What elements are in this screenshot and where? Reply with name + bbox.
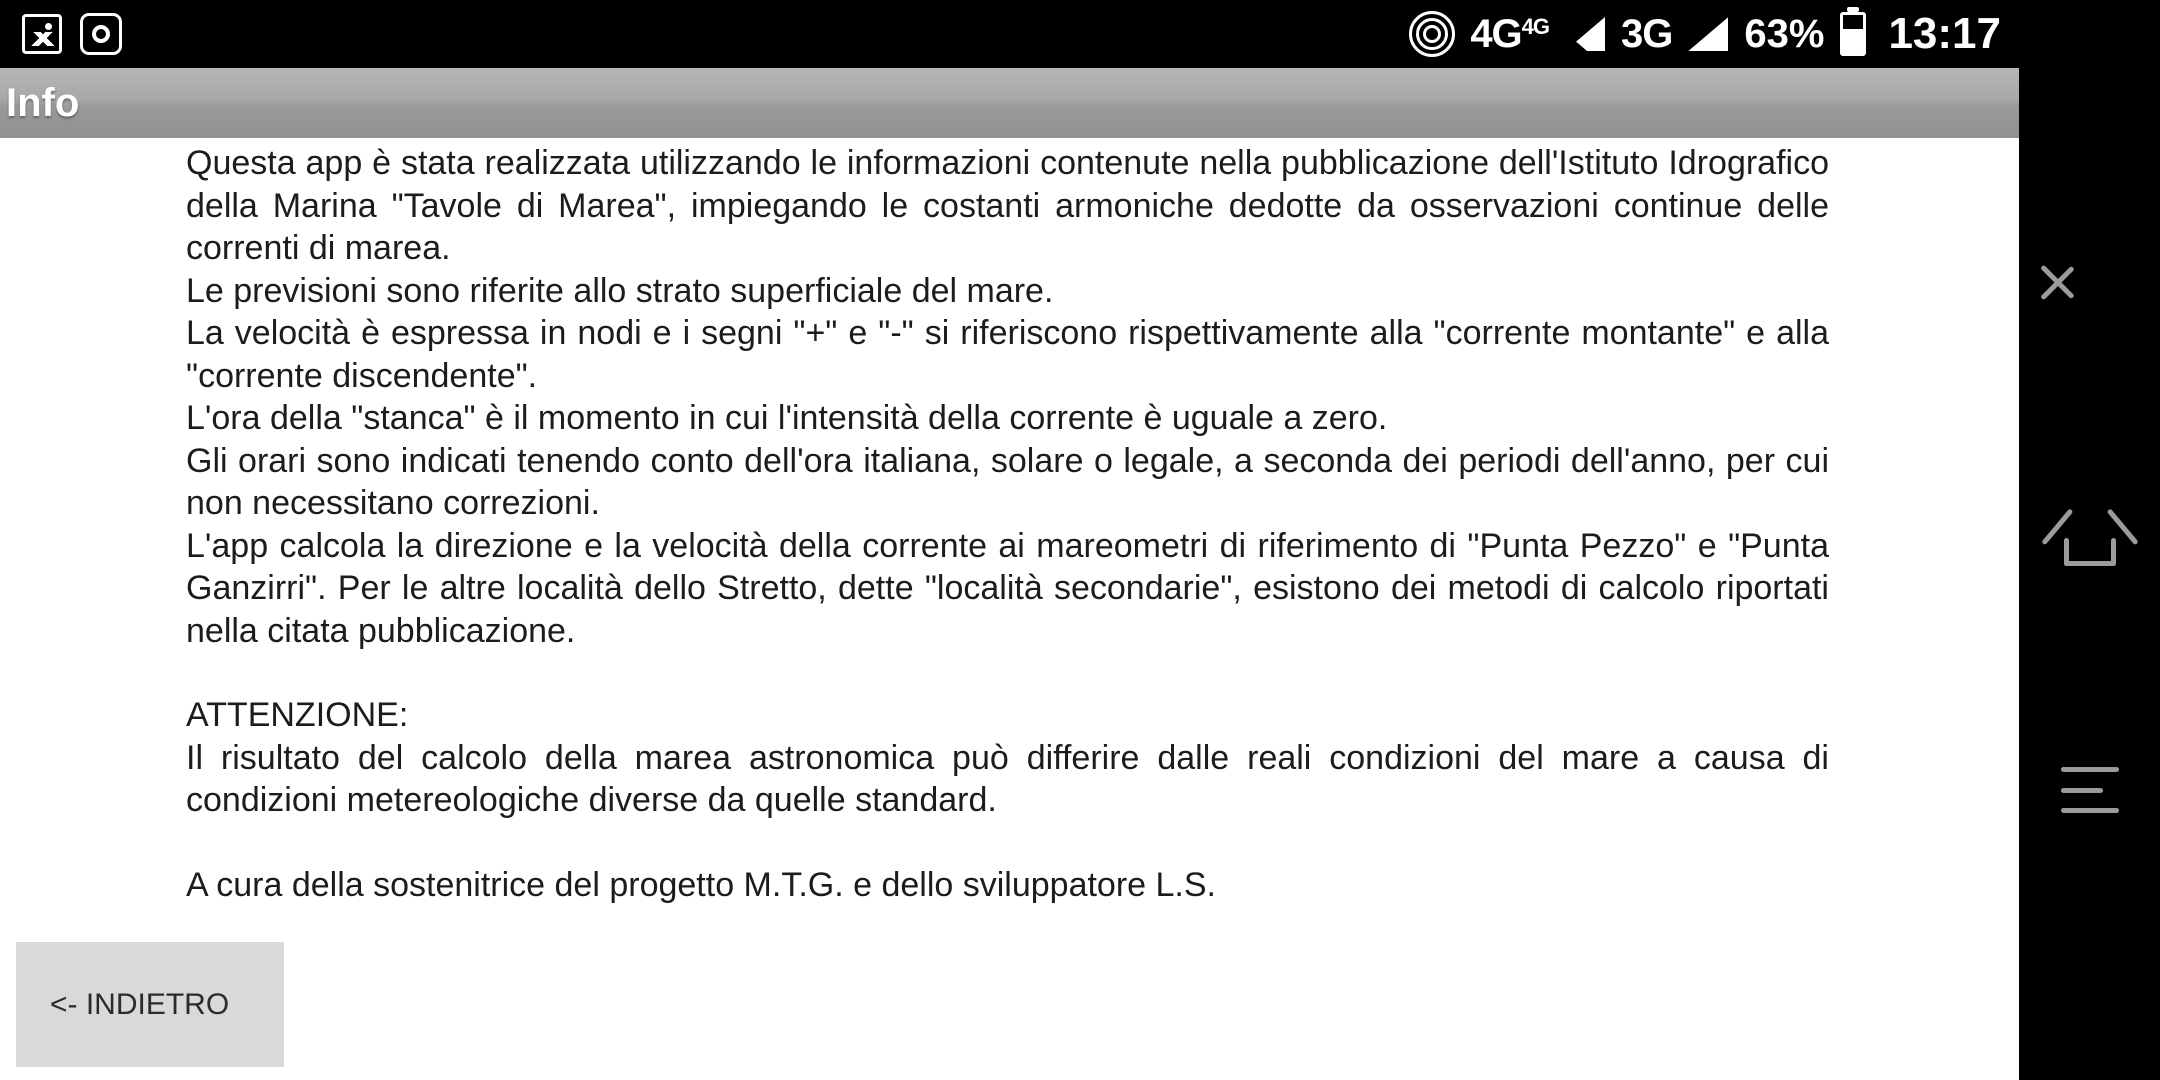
screen-recorder-icon bbox=[80, 13, 122, 55]
network-1-sup: 4G bbox=[1521, 14, 1550, 39]
status-right-icons bbox=[1410, 9, 2001, 59]
attention-heading: ATTENZIONE: bbox=[186, 696, 409, 734]
battery-percent: 63% bbox=[1744, 11, 1825, 56]
signal-bars-2-icon bbox=[1688, 17, 1728, 51]
paragraph: La velocità è espressa in nodi e i segni "+" e "-" si riferiscono rispettivamente alla "corrente montante" e alla "corrente discendente". bbox=[186, 314, 1829, 395]
nav-home-button[interactable] bbox=[2019, 478, 2160, 598]
network-label-2: 3G bbox=[1621, 12, 1673, 56]
status-bar bbox=[0, 0, 2019, 68]
back-button[interactable]: <- INDIETRO bbox=[16, 942, 284, 1067]
info-text-block bbox=[186, 142, 1829, 906]
status-clock: 13:17 bbox=[1888, 9, 2001, 58]
paragraph: Questa app è stata realizzata utilizzando le informazioni contenute nella pubblicazione dell'Istituto Idrografico della Marina "Tavole di Marea", impiegando le costanti armoniche dedotte da osservazioni continue delle correnti di marea. bbox=[186, 144, 1829, 267]
system-navigation-bar bbox=[2019, 0, 2160, 1080]
back-icon bbox=[2071, 249, 2109, 311]
signal-bars-1-icon bbox=[1565, 17, 1605, 51]
paragraph: L'ora della "stanca" è il momento in cui l'intensità della corrente è uguale a zero. bbox=[186, 399, 1388, 437]
page-title: Info bbox=[6, 81, 80, 125]
cast-icon bbox=[1410, 14, 1454, 54]
credits-paragraph: A cura della sostenitrice del progetto M.T.G. e dello sviluppatore L.S. bbox=[186, 865, 1216, 904]
nav-back-button[interactable] bbox=[2019, 220, 2160, 340]
paragraph: Le previsioni sono riferite allo strato superficiale del mare. bbox=[186, 271, 1054, 310]
network-label-1 bbox=[1470, 14, 1549, 54]
app-title-bar bbox=[0, 68, 2019, 138]
paragraph: Il risultato del calcolo della marea astronomica può differire dalle reali condizioni del mare a causa di condizioni metereologiche diverse da quelle standard. bbox=[186, 738, 1829, 819]
status-left-icons bbox=[22, 13, 122, 55]
photo-icon bbox=[22, 14, 62, 54]
home-icon bbox=[2059, 510, 2121, 566]
paragraph: Gli orari sono indicati tenendo conto dell'ora italiana, solare o legale, a seconda dei periodi dell'anno, per cui non necessitano correzioni. bbox=[186, 441, 1829, 522]
network-1-text: 4G bbox=[1470, 12, 1522, 56]
recent-apps-icon bbox=[2061, 767, 2119, 813]
paragraph: L'app calcola la direzione e la velocità della corrente ai mareometri di riferimento di "Punta Pezzo" e "Punta Ganzirri". Per le altre località dello Stretto, dette "località secondarie", esistono dei metodi di calcolo riportati nella citata pubblicazione. bbox=[186, 526, 1829, 650]
battery-icon bbox=[1840, 12, 1866, 56]
info-content bbox=[0, 138, 2019, 1080]
nav-recent-apps-button[interactable] bbox=[2019, 730, 2160, 850]
